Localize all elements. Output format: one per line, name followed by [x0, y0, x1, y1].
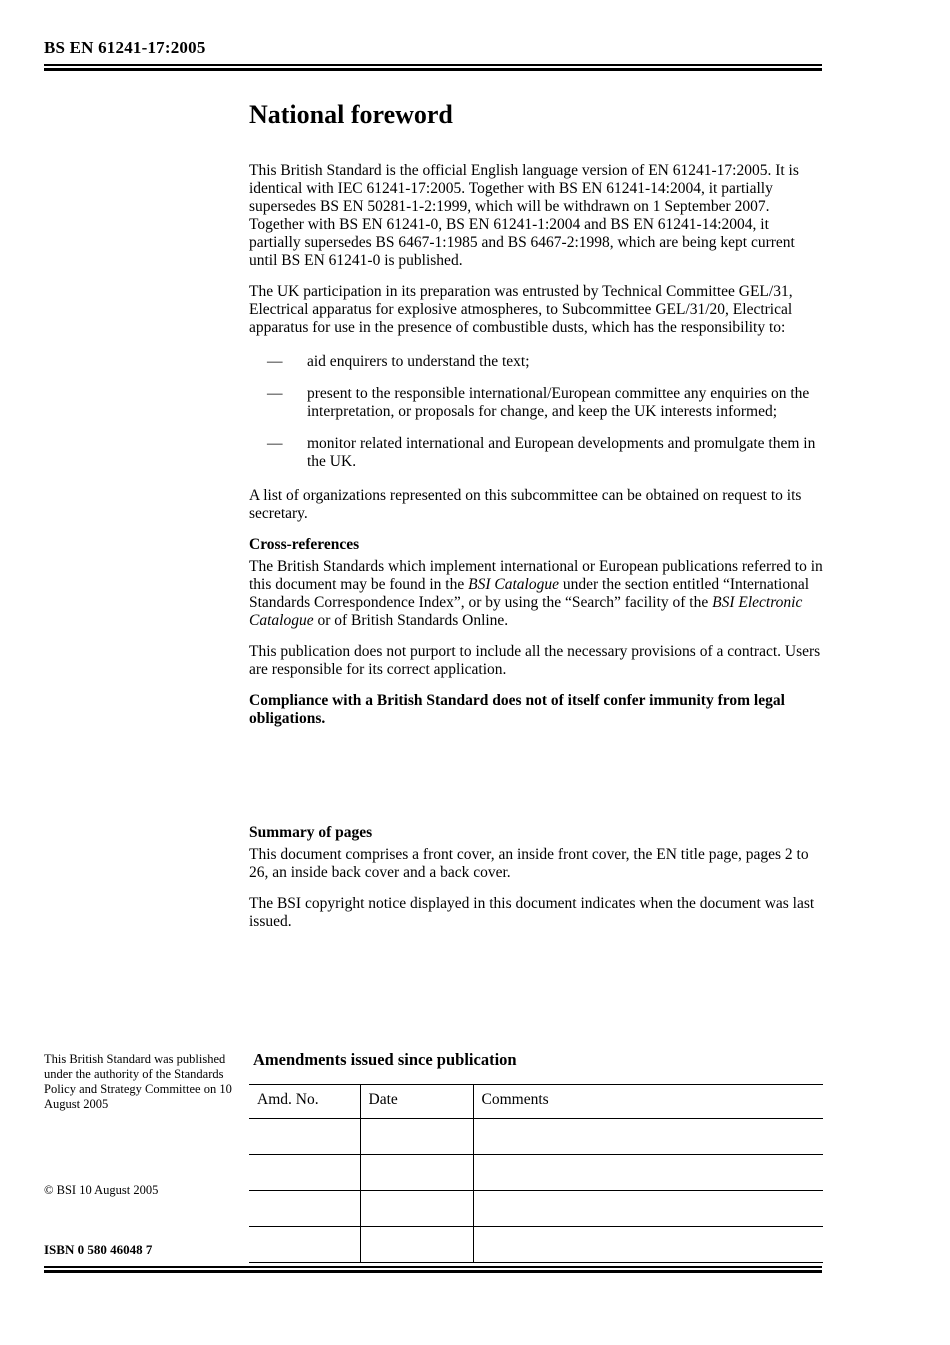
- empty-cell: [360, 1191, 473, 1227]
- crossreferences-heading: Cross-references: [249, 536, 360, 553]
- column-header-amd-no: Amd. No.: [249, 1085, 360, 1119]
- standard-number-header: BS EN 61241-17:2005: [44, 38, 206, 57]
- amendments-heading: Amendments issued since publication: [253, 1050, 517, 1069]
- compliance-statement: Compliance with a British Standard does not of itself confer immunity from legal obligations.: [249, 692, 785, 727]
- list-item: [249, 353, 823, 371]
- amendments-empty-row: [249, 1191, 823, 1227]
- foreword-paragraph-2: The UK participation in its preparation was entrusted by Technical Committee GEL/31, Electrical apparatus for explosive atmospheres, to Subcommittee GEL/31/20, Electrical apparatus for use in the presence of combustible dusts, which has the responsibility to:: [249, 283, 793, 336]
- foreword-paragraph-1: This British Standard is the official English language version of EN 61241-17:2005. It is identical with IEC 61241-17:2005. Together with BS EN 61241-14:2004, it partially supersedes BS EN 50281-1-2:1999, which will be withdrawn on 1 September 2007. Together with BS EN 61241-0, BS EN 61241-1:2004 and BS EN 61241-14:2004, it partially supersedes BS 6467-1:1985 and BS 6467-2:1998, which are being kept current until BS EN 61241-0 is published.: [249, 162, 799, 269]
- copyright-notice: © BSI 10 August 2005: [44, 1183, 159, 1197]
- empty-cell: [473, 1119, 823, 1155]
- foreword-paragraph-3: A list of organizations represented on this subcommittee can be obtained on request to its secretary.: [249, 487, 802, 522]
- amendments-empty-row: [249, 1119, 823, 1155]
- empty-cell: [360, 1227, 473, 1263]
- page-title: National foreword: [249, 100, 453, 129]
- amendments-empty-row: [249, 1227, 823, 1263]
- amendments-empty-row: [249, 1155, 823, 1191]
- amendments-table: [249, 1084, 823, 1263]
- bsi-catalogue-italic: BSI Catalogue: [468, 576, 559, 593]
- isbn: ISBN 0 580 46048 7: [44, 1242, 153, 1257]
- responsibility-list: [249, 353, 823, 471]
- dash-bullet: —: [267, 385, 283, 402]
- empty-cell: [473, 1155, 823, 1191]
- crossreferences-paragraph: The British Standards which implement international or European publications referred to in this document may be found in the BSI Catalogue under the section entitled “International Standards Correspondence Index”, or by using the “Search” facility of the BSI Electronic Catalogue or of British Standards Online.: [249, 558, 823, 629]
- list-item: [249, 435, 823, 471]
- list-item: [249, 385, 823, 421]
- foreword-column: [249, 100, 823, 944]
- bottom-double-rule: [44, 1266, 822, 1273]
- dash-bullet: —: [267, 435, 283, 452]
- bsi-electronic-catalogue-italic: BSI Electronic Catalogue: [249, 594, 803, 629]
- publication-authority-note: This British Standard was published under the authority of the Standards Policy and Strategy Committee on 10 August 2005: [44, 1052, 232, 1111]
- amendments-section: [249, 1050, 823, 1263]
- foreword-paragraph-4: This publication does not purport to include all the necessary provisions of a contract. Users are responsible for its correct application.: [249, 643, 821, 678]
- top-double-rule: [44, 64, 822, 71]
- list-item-text: present to the responsible international/European committee any enquiries on the interpretation, or proposals for change, and keep the UK interests informed;: [307, 385, 810, 420]
- empty-cell: [473, 1227, 823, 1263]
- column-header-comments: Comments: [473, 1085, 823, 1119]
- list-item-text: aid enquirers to understand the text;: [307, 353, 530, 370]
- summary-of-pages-heading: Summary of pages: [249, 824, 373, 841]
- summary-paragraph-1: This document comprises a front cover, an inside front cover, the EN title page, pages 2 to 26, an inside back cover and a back cover.: [249, 846, 809, 881]
- empty-cell: [360, 1119, 473, 1155]
- column-header-date: Date: [360, 1085, 473, 1119]
- empty-cell: [249, 1155, 360, 1191]
- amendments-header-row: [249, 1085, 823, 1119]
- empty-cell: [473, 1191, 823, 1227]
- summary-paragraph-2: The BSI copyright notice displayed in this document indicates when the document was last issued.: [249, 895, 815, 930]
- empty-cell: [249, 1191, 360, 1227]
- empty-cell: [249, 1119, 360, 1155]
- list-item-text: monitor related international and European developments and promulgate them in the UK.: [307, 435, 816, 470]
- dash-bullet: —: [267, 353, 283, 370]
- empty-cell: [249, 1227, 360, 1263]
- empty-cell: [360, 1155, 473, 1191]
